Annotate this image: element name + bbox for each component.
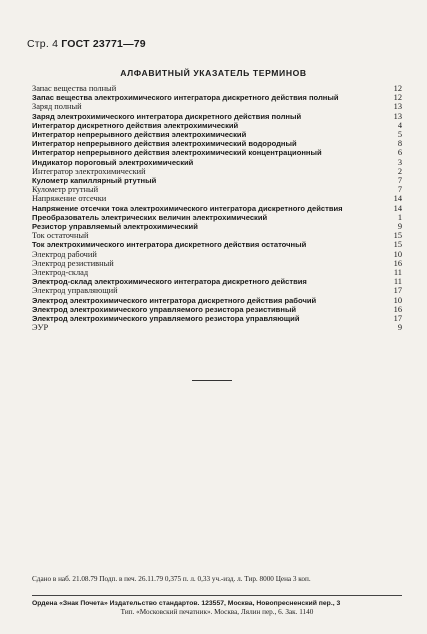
index-entry [32,84,402,93]
index-entry [32,277,402,286]
index-entry [32,204,402,213]
index-term: Интегратор непрерывного действия электрохимический водородный [32,139,297,149]
index-entry [32,286,402,295]
index-page: 9 [397,323,402,333]
index-page: 15 [393,231,402,241]
index-page: 7 [397,176,402,186]
index-term: Заряд электрохимического интегратора дискретного действия полный [32,111,302,121]
index-entry [32,323,402,332]
index-term: Преобразователь электрических величин электрохимический [32,212,268,222]
index-page: 16 [393,258,402,268]
index-page: 17 [393,286,402,296]
index-entry [32,112,402,121]
index-entry [32,305,402,314]
index-entry [32,185,402,194]
index-term: Интегратор электрохимический [32,166,146,176]
index-entry [32,213,402,222]
index-page: 7 [397,185,402,195]
index-page: 4 [397,120,402,130]
index-term: Напряжение отсечки [32,194,107,204]
index-term: Электрод управляющий [32,286,118,296]
index-term: Интегратор непрерывного действия электрохимический [32,130,247,140]
index-term: Индикатор пороговый электрохимический [32,157,194,167]
index-term: Напряжение отсечки тока электрохимического интегратора дискретного действия [32,203,343,213]
index-term: Кулометр капиллярный ртутный [32,176,157,186]
term-index [32,84,402,332]
index-entry [32,314,402,323]
index-page: 9 [397,222,402,232]
index-entry [32,121,402,130]
index-entry [32,167,402,176]
index-entry [32,176,402,185]
index-page: 14 [393,203,402,213]
index-page: 13 [393,111,402,121]
index-page: 12 [393,93,402,103]
divider [192,380,232,381]
index-term: Запас вещества полный [32,84,117,93]
index-page: 10 [393,295,402,305]
index-page: 11 [393,268,402,278]
index-term: Заряд полный [32,102,82,112]
index-page: 6 [397,148,402,158]
index-entry [32,194,402,203]
index-term: Электрод электрохимического интегратора дискретного действия рабочий [32,295,317,305]
index-entry [32,259,402,268]
index-page: 5 [397,130,402,140]
index-entry [32,93,402,102]
index-entry [32,296,402,305]
index-page: 1 [397,212,402,222]
index-term: Кулометр ртутный [32,185,99,195]
index-page: 8 [397,139,402,149]
index-term: Электрод резистивный [32,258,114,268]
index-entry [32,240,402,249]
index-entry [32,158,402,167]
index-term: Электрод электрохимического управляемого резистора резистивный [32,304,297,314]
index-title: АЛФАВИТНЫЙ УКАЗАТЕЛЬ ТЕРМИНОВ [120,68,307,78]
index-entry [32,268,402,277]
publisher-line: Ордена «Знак Почета» Издательство стандартов. 123557, Москва, Новопресненский пер., 3 [32,600,341,607]
index-page: 12 [393,84,402,93]
index-page: 15 [393,240,402,250]
page-header [27,38,146,50]
index-entry [32,222,402,231]
index-entry [32,250,402,259]
index-entry [32,148,402,157]
index-page: 3 [397,157,402,167]
index-page: 11 [393,277,402,287]
index-term: Интегратор дискретного действия электрохимический [32,120,239,130]
index-entry [32,231,402,240]
index-term: Ток остаточный [32,231,89,241]
standard-code: ГОСТ 23771—79 [61,38,146,50]
index-term: Электрод-склад [32,268,89,278]
index-page: 10 [393,249,402,259]
index-term: Электрод электрохимического управляемого резистора управляющий [32,314,300,324]
index-page: 14 [393,194,402,204]
index-term: Резистор управляемый электрохимический [32,222,198,232]
index-page: 13 [393,102,402,112]
index-term: Электрод-склад электрохимического интегратора дискретного действия [32,277,307,287]
index-page: 17 [393,314,402,324]
index-term: ЭУР [32,323,49,333]
index-entry [32,102,402,111]
page-number: Стр. 4 [27,38,59,50]
index-term: Интегратор непрерывного действия электрохимический концентрационный [32,148,322,158]
index-term: Электрод рабочий [32,249,97,259]
index-term: Ток электрохимического интегратора дискретного действия остаточный [32,240,307,250]
index-term: Запас вещества электрохимического интегратора дискретного действия полный [32,93,339,103]
print-details: Сдано в наб. 21.08.79 Подп. в печ. 26.11.79 0,375 п. л. 0,33 уч.-изд. л. Тир. 8000 Цена 3 коп. [32,575,311,583]
index-entry [32,130,402,139]
index-page: 2 [397,166,402,176]
publisher-footer [32,595,402,617]
printer-line: Тип. «Московский печатник». Москва, Лялин пер., 6. Зак. 1140 [120,608,314,616]
index-entry [32,139,402,148]
index-page: 16 [393,304,402,314]
